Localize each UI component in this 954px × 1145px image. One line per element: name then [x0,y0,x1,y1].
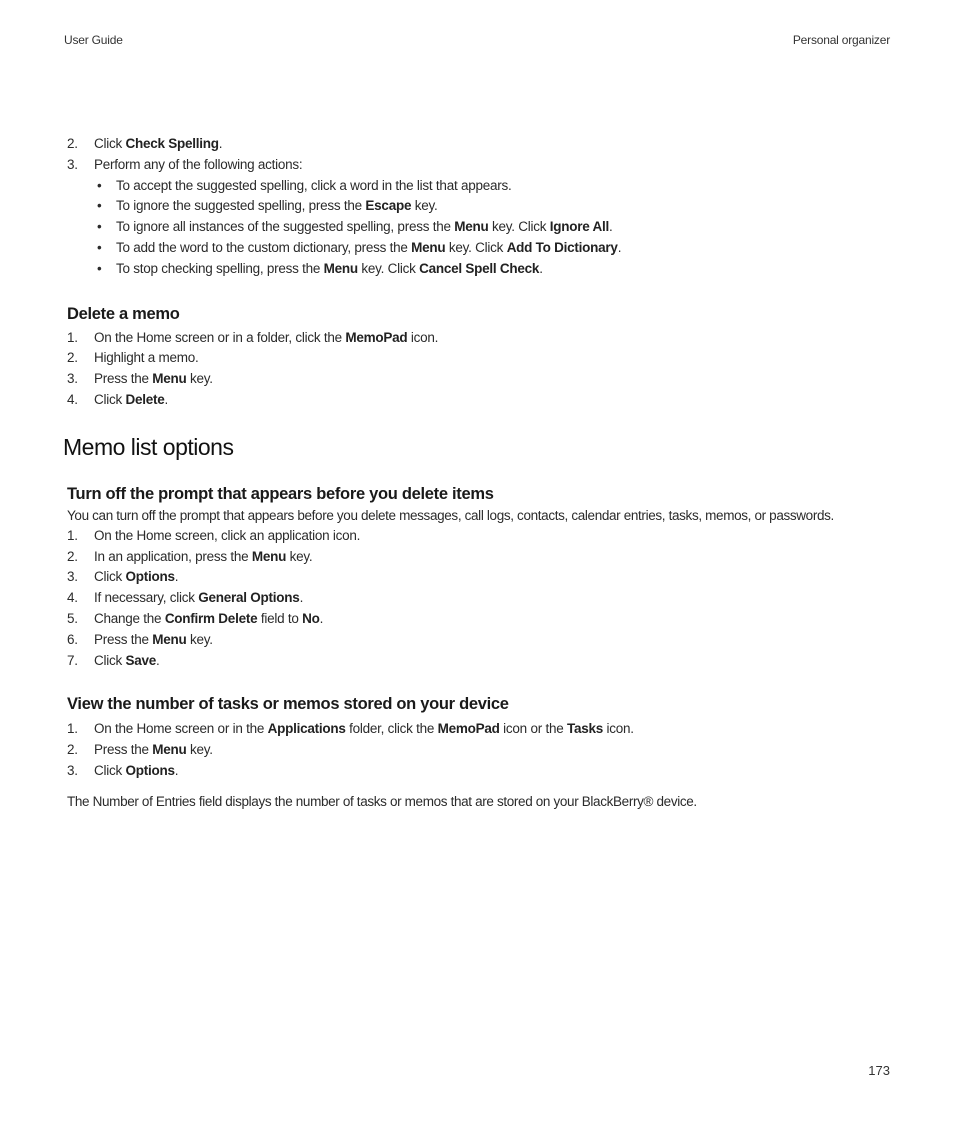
step-text: Click Check Spelling. [94,136,223,151]
bullet-item [67,217,897,238]
step-text: On the Home screen or in a folder, click the MemoPad icon. [94,329,439,345]
step-text: On the Home screen or in the Applications folder, click the MemoPad icon or the Tasks icon. [94,721,634,737]
step-text: On the Home screen, click an application icon. [94,527,361,543]
bullet-item [67,238,897,259]
step-number: 3. [67,762,78,778]
step-item [67,588,897,609]
bullet-icon: • [97,260,102,276]
page-number: 173 [868,1063,890,1078]
step-item [67,390,897,411]
step-item [67,328,897,349]
step-text: Press the Menu key. [94,371,213,387]
step-number: 3. [67,371,78,387]
step-number: 1. [67,721,78,737]
step-number: 3. [67,156,78,172]
step-number: 2. [67,742,78,758]
step-item [67,567,897,588]
bullet-icon: • [97,219,102,235]
bullet-text: To stop checking spelling, press the Menu key. Click Cancel Spell Check. [116,260,543,276]
page-content [63,134,897,812]
step-text: Click Save. [94,652,160,668]
step-number: 1. [67,527,78,543]
step-number: 6. [67,631,78,647]
step-text: Press the Menu key. [94,631,213,647]
section-heading-view-number: View the number of tasks or memos stored on your device [67,695,509,714]
step-number: 7. [67,652,78,668]
step-text: Press the Menu key. [94,742,213,758]
bullet-text: To accept the suggested spelling, click a word in the list that appears. [116,177,512,193]
step-number: 3. [67,569,78,585]
step-text: Perform any of the following actions: [94,156,303,172]
section-note: The Number of Entries field displays the number of tasks or memos that are stored on your BlackBerry® device. [67,793,697,809]
step-item [67,630,897,651]
chapter-heading-memo-list-options: Memo list options [63,433,234,460]
step-item [67,761,897,782]
step-number: 2. [67,136,78,151]
step-text: In an application, press the Menu key. [94,548,313,564]
bullet-item [67,196,897,217]
step-text: Change the Confirm Delete field to No. [94,610,324,626]
step-item [67,155,897,176]
bullet-icon: • [97,177,102,193]
step-text: Highlight a memo. [94,350,199,366]
running-header-right: Personal organizer [792,33,890,47]
step-number: 4. [67,391,78,407]
step-item [67,609,897,630]
step-item [67,719,897,740]
running-header-left: User Guide [64,33,123,47]
section-heading-turn-off-prompt: Turn off the prompt that appears before you delete items [67,484,494,503]
step-number: 1. [67,329,78,345]
step-item [67,348,897,369]
step-item [67,526,897,547]
bullet-text: To ignore the suggested spelling, press the Escape key. [116,198,438,214]
step-number: 2. [67,350,78,366]
step-item [67,740,897,761]
bullet-icon: • [97,198,102,214]
step-item [67,369,897,390]
step-text: Click Delete. [94,391,169,407]
step-text: Click Options. [94,569,179,585]
step-item [67,547,897,568]
step-item [67,651,897,672]
section-intro: You can turn off the prompt that appears before you delete messages, call logs, contacts, calendar entries, tasks, memos, or passwords. [67,507,834,523]
step-item [67,134,897,155]
bullet-text: To add the word to the custom dictionary, press the Menu key. Click Add To Dictionary. [116,239,622,255]
bullet-item [67,259,897,280]
step-text: Click Options. [94,762,179,778]
section-heading-delete-memo: Delete a memo [67,304,180,323]
bullet-text: To ignore all instances of the suggested spelling, press the Menu key. Click Ignore All. [116,219,613,235]
step-number: 4. [67,590,78,606]
bullet-icon: • [97,239,102,255]
step-number: 2. [67,548,78,564]
step-text: If necessary, click General Options. [94,590,304,606]
bullet-item [67,176,897,197]
step-number: 5. [67,610,78,626]
